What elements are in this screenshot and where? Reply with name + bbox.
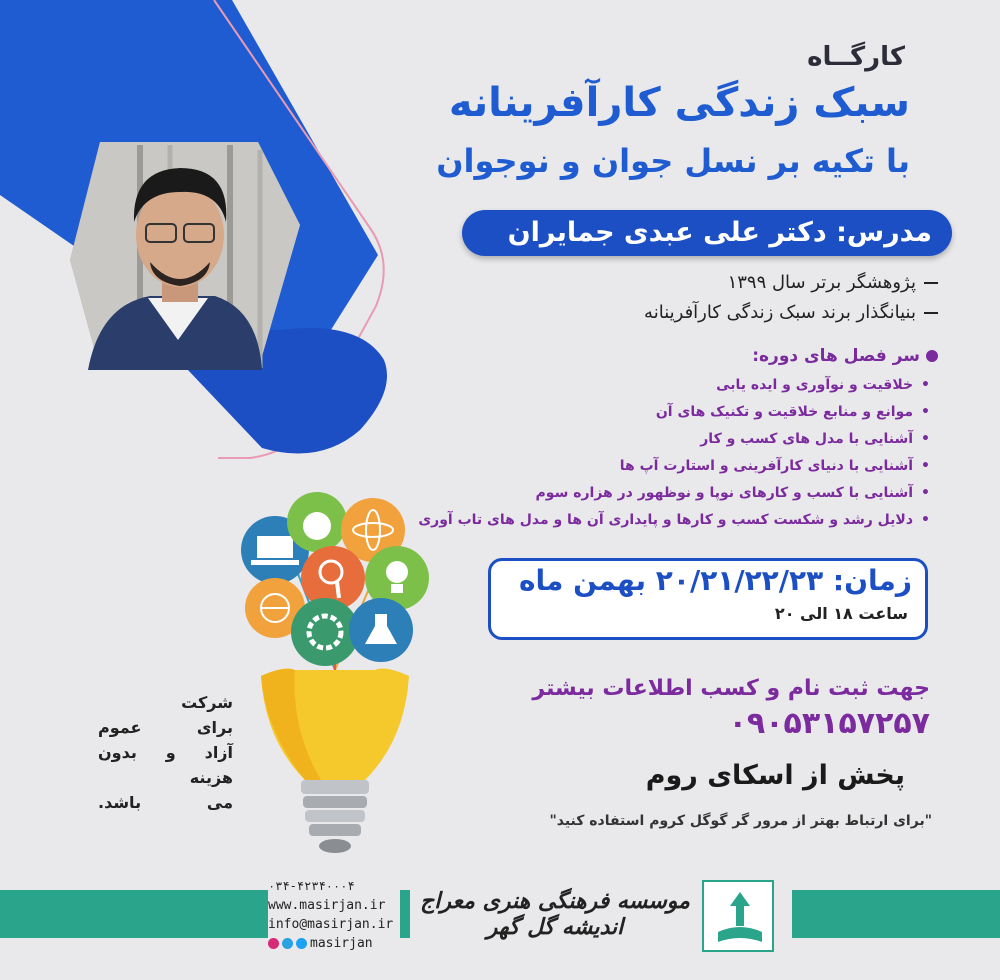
list-item bbox=[370, 453, 930, 480]
organization-logo bbox=[702, 880, 774, 952]
background-shapes bbox=[0, 0, 420, 480]
registration-phone: ۰۹۰۵۳۱۵۷۲۵۷ bbox=[728, 706, 930, 741]
free-notice-line: آزاد و بدون bbox=[98, 743, 233, 762]
topic-text: خلاقیت و نوآوری و ایده یابی bbox=[716, 377, 914, 393]
topic-text: آشنایی با دنیای کارآفرینی و استارت آپ ها bbox=[619, 458, 914, 474]
free-notice-line: هزینه bbox=[189, 768, 233, 787]
free-notice-line: شرکت bbox=[181, 693, 233, 712]
telegram-icon[interactable] bbox=[282, 938, 293, 949]
list-item bbox=[370, 372, 930, 399]
contact-website[interactable]: www.masirjan.ir bbox=[268, 898, 386, 913]
topic-text: دلایل رشد و شکست کسب و کارها و پایداری آن ها و مدل های تاب آوری bbox=[418, 512, 914, 528]
bullet-icon bbox=[926, 350, 938, 362]
twitter-icon[interactable] bbox=[296, 938, 307, 949]
topic-text: آشنایی با مدل های کسب و کار bbox=[700, 431, 914, 447]
credential-item bbox=[728, 272, 938, 293]
workshop-label: کارگــاه bbox=[807, 42, 905, 72]
free-notice-line: برای عموم bbox=[98, 718, 233, 737]
workshop-title: سبک زندگی کارآفرینانه bbox=[448, 80, 910, 126]
topic-text: موانع و منابع خلاقیت و تکنیک های آن bbox=[655, 404, 914, 420]
list-item bbox=[370, 507, 930, 534]
dot-icon: • bbox=[921, 377, 930, 393]
gear-icon bbox=[291, 598, 359, 666]
dot-icon: • bbox=[921, 431, 930, 447]
social-row bbox=[268, 934, 400, 953]
broadcast-note: پخش از اسکای روم bbox=[645, 760, 905, 791]
outline-heading bbox=[752, 346, 938, 366]
topic-text: آشنایی با کسب و کارهای نوپا و نوظهور در هزاره سوم bbox=[535, 485, 914, 501]
lightbulb-illustration bbox=[225, 480, 445, 870]
organization-name: موسسه فرهنگی هنری معراج اندیشه گل گهر bbox=[420, 888, 690, 940]
contact-email[interactable]: info@masirjan.ir bbox=[268, 917, 394, 932]
instructor-photo bbox=[70, 142, 300, 370]
contact-phone: ۰۳۴-۴۲۳۴۰۰۰۴ bbox=[268, 879, 355, 893]
credential-text: بنیانگذار برند سبک زندگی کارآفرینانه bbox=[644, 302, 916, 323]
credential-item bbox=[644, 302, 938, 323]
footer-band-right bbox=[792, 890, 1000, 938]
free-notice-line: می باشد. bbox=[98, 793, 233, 812]
registration-label: جهت ثبت نام و کسب اطلاعات بیشتر bbox=[532, 676, 930, 701]
workshop-subtitle: با تکیه بر نسل جوان و نوجوان bbox=[436, 142, 910, 180]
bulb-base bbox=[301, 780, 369, 794]
schedule-date: زمان: ۲۰/۲۱/۲۲/۲۳ بهمن ماه bbox=[518, 564, 912, 597]
dot-icon: • bbox=[921, 458, 930, 474]
list-item bbox=[370, 426, 930, 453]
dash-icon bbox=[924, 312, 938, 314]
list-item bbox=[370, 399, 930, 426]
dot-icon: • bbox=[921, 404, 930, 420]
outline-title: سر فصل های دوره: bbox=[752, 346, 920, 366]
schedule-hours: ساعت ۱۸ الی ۲۰ bbox=[774, 604, 908, 623]
dot-icon: • bbox=[921, 512, 930, 528]
dot-icon: • bbox=[921, 485, 930, 501]
dash-icon bbox=[924, 282, 938, 284]
contact-block bbox=[268, 877, 400, 953]
credential-text: پژوهشگر برتر سال ۱۳۹۹ bbox=[727, 272, 916, 293]
list-item bbox=[370, 480, 930, 507]
browser-note: "برای ارتباط بهتر از مرور گر گوگل کروم استفاده کنید" bbox=[549, 813, 932, 829]
free-notice bbox=[98, 690, 233, 815]
social-handle: masirjan bbox=[310, 936, 373, 951]
instructor-badge: مدرس: دکتر علی عبدی جمایران bbox=[462, 210, 952, 256]
instagram-icon[interactable] bbox=[268, 938, 279, 949]
outline-list bbox=[370, 372, 930, 534]
